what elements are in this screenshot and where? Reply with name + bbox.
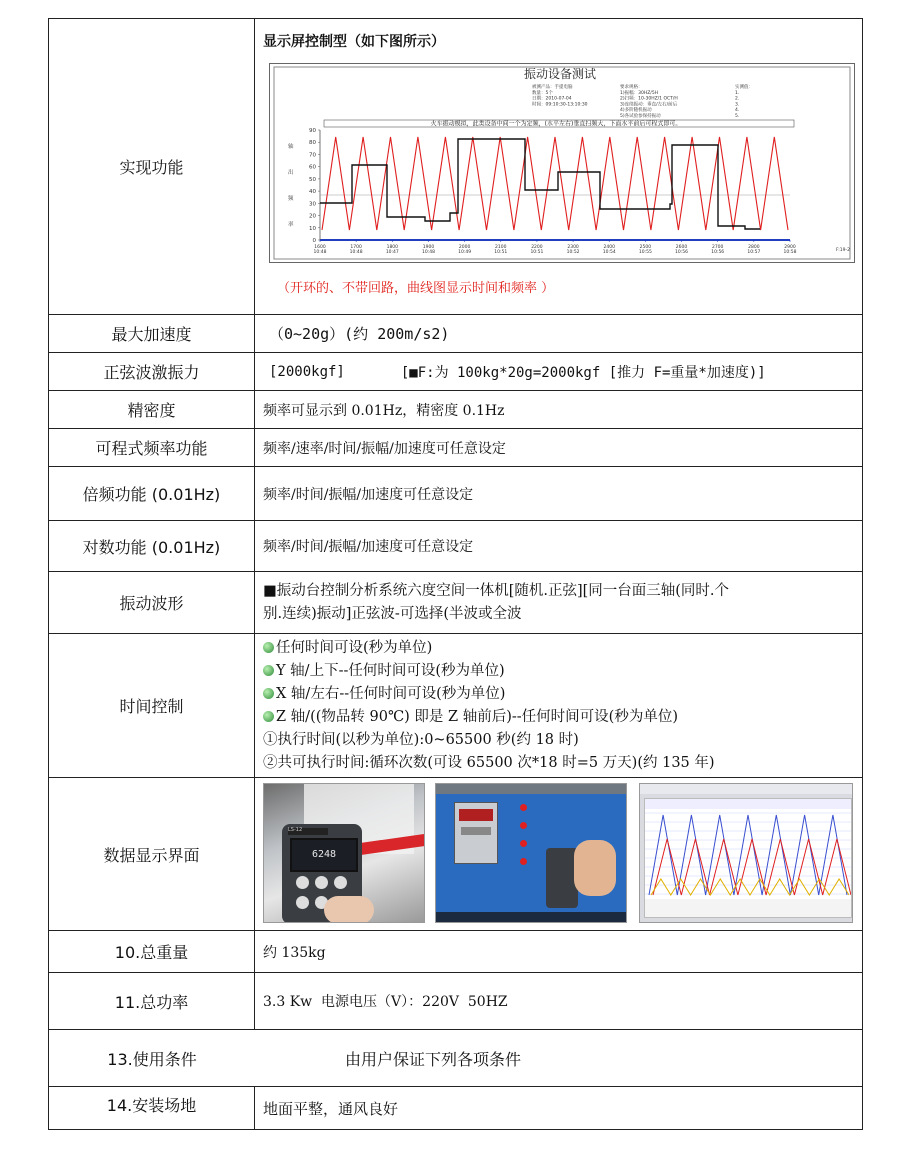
value-weight: 约 135kg (263, 944, 326, 961)
x-time-label: 10:57 (747, 250, 761, 255)
value-sine-force-b: [■F:为 100kg*20g=2000kgf [推力 F=重量*加速度)] (400, 364, 766, 381)
y-tick-label: 50 (309, 176, 316, 183)
row-function (49, 19, 862, 315)
row-waveform (49, 572, 862, 634)
x-tick-label: 2600 (675, 245, 688, 250)
label-programmable: 可程式频率功能 (49, 429, 255, 466)
x-tick-label: 2300 (567, 245, 579, 250)
row-conditions (49, 1030, 862, 1087)
label-power: 11.总功率 (49, 973, 255, 1029)
screen-banner: 火车振动模拟，此类设备中间一个为定频，(水平左右)垂直扫频大，下面水平前后可程式即可。 (430, 120, 682, 128)
meter-photo (263, 783, 425, 923)
label-time-control: 时间控制 (49, 634, 255, 777)
row-weight (49, 931, 862, 973)
time-line-5: ①执行时间(以秒为单位):0~65500 秒(约 18 时) (263, 731, 579, 748)
screen-info-text: 时间：09:10:30-13:10:30 (532, 102, 588, 108)
screen-info-text: 4. (735, 108, 740, 114)
y-tick-label: 60 (309, 164, 316, 171)
green-bullet-icon (263, 688, 274, 699)
row-programmable (49, 429, 862, 467)
function-note: （开环的、不带回路，曲线图显示时间和频率 ） (277, 281, 555, 296)
x-time-label: 10:56 (711, 250, 725, 255)
row-display (49, 778, 862, 931)
frequency-time-chart (270, 64, 854, 262)
x-tick-label: 2800 (748, 245, 760, 250)
y-axis-label: 出 (288, 170, 294, 176)
y-tick-label: 70 (309, 152, 316, 159)
x-tick-label: 2900 (784, 245, 796, 250)
time-line-3: X 轴/左右--任何时间可设(秒为单位) (263, 683, 505, 706)
row-multiplier (49, 467, 862, 521)
screen-info-text: 2. (735, 96, 740, 102)
x-time-label: 10:47 (385, 250, 399, 255)
label-log: 对数功能 (0.01Hz) (49, 521, 255, 571)
value-precision: 频率可显示到 0.01Hz，精密度 0.1Hz (263, 402, 505, 419)
x-time-label: 10:55 (638, 250, 652, 255)
y-tick-label: 0 (312, 238, 316, 244)
x-time-label: 10:48 (421, 250, 435, 255)
value-conditions: 由用户保证下列各项条件 (345, 1049, 522, 1069)
value-multiplier: 频率/时间/振幅/加速度可任意设定 (263, 486, 474, 503)
waveform-line-1: ■振动台控制分析系统六度空间一体机[随机.正弦][同一台面三轴(同时.个 (263, 582, 730, 599)
y-tick-label: 30 (309, 201, 316, 208)
row-power (49, 973, 862, 1030)
time-line-4: Z 轴/((物品转 90℃) 即是 Z 轴前后)--任何时间可设(秒为单位) (263, 706, 678, 729)
value-power: 3.3 Kw 电源电压（V）：220V 50HZ (263, 994, 508, 1010)
screen-title: 振动设备测试 (523, 67, 597, 81)
screen-info-text: 4)多阶随机振动 (620, 108, 652, 114)
label-precision: 精密度 (49, 391, 255, 428)
value-log: 频率/时间/振幅/加速度可任意设定 (263, 539, 474, 555)
label-conditions: 13.使用条件 (107, 1049, 197, 1069)
x-tick-label: 2000 (458, 245, 471, 250)
x-tick-label: 1900 (422, 245, 435, 250)
x-tick-label: 2500 (639, 245, 652, 250)
screen-info-text: 1. (735, 90, 740, 96)
row-log (49, 521, 862, 572)
value-max-accel: （0~20g）(约 200m/s2) (269, 325, 450, 343)
x-tick-label: 1700 (350, 245, 362, 250)
control-panel-photo (435, 783, 627, 923)
x-tick-label: 2400 (603, 245, 615, 250)
x-time-label: 10:54 (602, 250, 616, 255)
soft-status-bar (645, 899, 851, 917)
value-programmable: 频率/速率/时间/振幅/加速度可任意设定 (263, 440, 506, 457)
x-tick-label: 2100 (495, 245, 507, 250)
x-tick-label: 2200 (531, 245, 543, 250)
x-tick-label: 2700 (711, 245, 724, 250)
label-waveform: 振动波形 (49, 572, 255, 633)
screen-capture (269, 63, 855, 263)
time-line-2: Y 轴/上下--任何时间可设(秒为单位) (263, 660, 505, 683)
y-tick-label: 20 (309, 213, 316, 220)
x-time-label: 10:51 (494, 250, 508, 255)
y-tick-label: 40 (309, 189, 316, 196)
time-line-6: ②共可执行时间:循环次数(可设 65500 次*18 时=5 万天)(约 135 年) (263, 754, 715, 771)
screen-info-text: 要求规格： (620, 85, 643, 90)
x-time-label: 10:48 (349, 250, 363, 255)
row-max-accel (49, 315, 862, 353)
x-time-label: 10:51 (530, 250, 544, 255)
green-bullet-icon (263, 642, 274, 653)
label-display: 数据显示界面 (49, 778, 255, 930)
x-time-label: 10:56 (675, 250, 689, 255)
x-time-label: 10:48 (313, 250, 327, 255)
software-screen-photo (639, 783, 853, 923)
spec-table (48, 18, 863, 1130)
y-tick-label: 80 (309, 140, 316, 147)
x-time-label: 10:58 (783, 250, 797, 255)
screen-info-text: 5)各试验参保持振动 (620, 114, 661, 119)
y-axis-label: 率 (288, 222, 294, 228)
screen-info-text: 5. (735, 114, 740, 119)
row-sine-force (49, 353, 862, 391)
x-time-label: 10:49 (458, 250, 472, 255)
label-site: 14.安装场地 (49, 1087, 255, 1129)
green-bullet-icon (263, 665, 274, 676)
row-time-control (49, 634, 862, 778)
soft-toolbar (645, 799, 851, 809)
screen-corner: F:19-2 (836, 248, 850, 253)
screen-info-text: 被测产品：手提电脑 (532, 85, 573, 90)
label-sine-force: 正弦波激振力 (49, 353, 255, 390)
screen-info-text: 实测值： (735, 85, 753, 90)
function-heading: 显示屏控制型（如下图所示） (263, 34, 445, 50)
screen-info-text: 2)扫频：10-30HZ/1 OCT/H (620, 96, 678, 102)
value-site: 地面平整，通风良好 (263, 1099, 399, 1118)
x-tick-label: 1600 (314, 245, 326, 250)
x-time-label: 10:52 (566, 250, 580, 255)
meter-reading: 6248 (311, 849, 337, 860)
meter-brand: LS-12 (288, 827, 303, 833)
row-site (49, 1087, 862, 1129)
label-function: 实现功能 (49, 19, 255, 314)
label-multiplier: 倍频功能 (0.01Hz) (49, 467, 255, 520)
y-tick-label: 90 (309, 128, 316, 134)
waveform-line-2: 别.连续)振动]正弦波-可选择(半波或全波 (263, 605, 522, 622)
x-tick-label: 1800 (386, 245, 399, 250)
y-tick-label: 10 (309, 225, 316, 232)
time-line-1: 任何时间可设(秒为单位) (263, 637, 432, 660)
screen-info-text: 1)振幅：30HZ/5H (620, 90, 659, 96)
green-bullet-icon (263, 711, 274, 722)
y-axis-label: 轴 (288, 144, 294, 150)
value-sine-force-a: [2000kgf] (269, 363, 345, 380)
screen-info-text: 日期：2010-07-04 (532, 96, 572, 102)
row-precision (49, 391, 862, 429)
y-axis-label: 频 (288, 196, 294, 202)
screen-info-text: 数量：5个 (532, 90, 553, 96)
label-max-accel: 最大加速度 (49, 315, 255, 352)
screen-info-text: 3)连续振动：垂直/左右/前后 (620, 102, 678, 108)
label-weight: 10.总重量 (49, 931, 255, 972)
screen-info-text: 3. (735, 102, 740, 108)
